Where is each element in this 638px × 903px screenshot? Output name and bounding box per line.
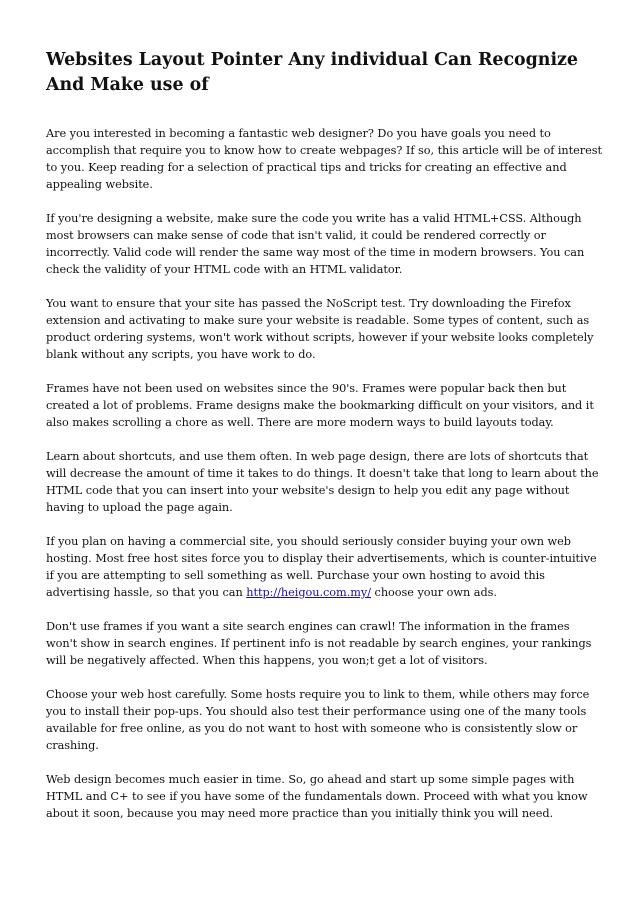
document-page [46, 48, 602, 839]
paragraph-intro: Are you interested in becoming a fantastic web designer? Do you have goals you need to accomplish that require you to know how to create webpages? If so, this article will be of interest to you. Keep reading for a selection of practical tips and tricks for creating an effective and appealing website. [46, 127, 603, 191]
paragraph-conclusion: Web design becomes much easier in time. So, go ahead and start up some simple pages with HTML and C+ to see if you have some of the fundamentals down. Proceed with what you know about it soon, because you may need more practice than you initially think you will need. [46, 773, 588, 820]
paragraph-noscript: You want to ensure that your site has passed the NoScript test. Try downloading the Firefox extension and activating to make sure your website is readable. Some types of content, such as product ordering systems, won't work without scripts, however if your website looks completely blank without any scripts, you have work to do. [46, 297, 594, 361]
paragraph-valid-html: If you're designing a website, make sure the code you write has a valid HTML+CSS. Although most browsers can make sense of code that isn't valid, it could be rendered correctly or incorrectly. Valid code will render the same way most of the time in modern browsers. You can check the validity of your HTML code with an HTML validator. [46, 212, 585, 276]
paragraph-web-host: Choose your web host carefully. Some hosts require you to link to them, while others may force you to install their pop-ups. You should also test their performance using one of the many tools available for free online, as you do not want to host with someone who is consistently slow or crashing. [46, 688, 590, 752]
paragraph-search-engines: Don't use frames if you want a site search engines can crawl! The information in the frames won't show in search engines. If pertinent info is not readable by search engines, your rankings will be negatively affected. When this happens, you won;t get a lot of visitors. [46, 620, 592, 667]
paragraph-hosting [46, 533, 602, 601]
hosting-text-before-link: If you plan on having a commercial site, you should seriously consider buying your own web hosting. Most free host sites force you to display their advertisements, which is counter-intuitive if you are attempting to sell something as well. Purchase your own hosting to avoid this advertising hassle, so that you can [46, 535, 597, 599]
document-title: Websites Layout Pointer Any individual Can Recognize And Make use of [46, 50, 579, 95]
hosting-link[interactable]: http://heigou.com.my/ [246, 586, 371, 599]
paragraph-shortcuts: Learn about shortcuts, and use them often. In web page design, there are lots of shortcuts that will decrease the amount of time it takes to do things. It doesn't take that long to learn about the HTML code that you can insert into your website's design to help you edit any page without having to upload the page again. [46, 450, 599, 514]
paragraph-frames: Frames have not been used on websites since the 90's. Frames were popular back then but created a lot of problems. Frame designs make the bookmarking difficult on your visitors, and it also makes scrolling a chore as well. There are more modern ways to build layouts today. [46, 382, 594, 429]
hosting-text-after-link: choose your own ads. [371, 586, 497, 599]
